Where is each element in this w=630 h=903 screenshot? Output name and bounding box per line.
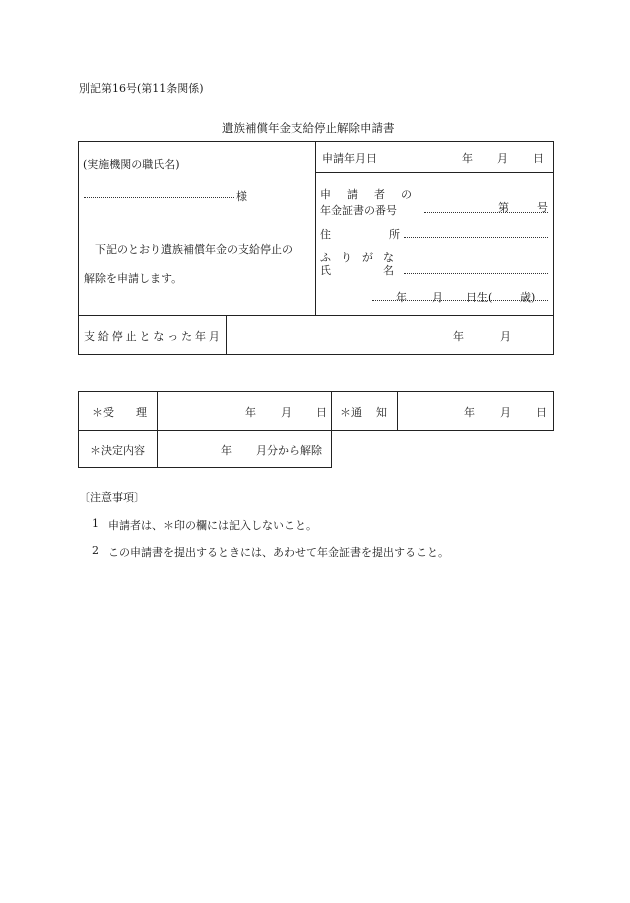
certificate-number-field[interactable] bbox=[424, 212, 548, 213]
decision-label: ＊決定内容 bbox=[90, 444, 145, 457]
suspension-row-divider bbox=[78, 315, 554, 316]
applicant-char: 申 bbox=[320, 188, 331, 201]
address-char: 所 bbox=[389, 228, 400, 241]
furigana-char: な bbox=[383, 251, 394, 264]
notice-month-unit: 月 bbox=[500, 406, 511, 419]
form-reference: 別記第16号(第11条関係) bbox=[79, 82, 204, 95]
request-text-line2: 解除を申請します。 bbox=[84, 272, 183, 285]
office-label-divider bbox=[157, 391, 158, 468]
birth-day-unit: 日生( bbox=[466, 291, 493, 304]
name-label bbox=[320, 262, 394, 278]
suspension-char: と bbox=[139, 330, 151, 343]
applicant-char: の bbox=[401, 188, 412, 201]
furigana-char: が bbox=[362, 251, 373, 264]
certificate-gou: 号 bbox=[537, 201, 548, 214]
suspension-char: 支 bbox=[84, 330, 95, 343]
suspension-label bbox=[84, 328, 220, 344]
suspension-char: 止 bbox=[125, 330, 137, 343]
note-number: 2 bbox=[92, 544, 99, 557]
note-number: 1 bbox=[92, 517, 99, 530]
suspension-char: 年 bbox=[195, 330, 206, 343]
suspension-char: た bbox=[181, 330, 193, 343]
suspension-char: 給 bbox=[97, 330, 109, 343]
applicant-char: 者 bbox=[374, 188, 385, 201]
application-date-label: 申請年月日 bbox=[322, 152, 377, 165]
suspension-year-unit: 年 bbox=[453, 330, 464, 343]
receipt-label bbox=[92, 404, 147, 420]
name-field[interactable] bbox=[404, 273, 548, 274]
notice-day-unit: 日 bbox=[536, 406, 547, 419]
suspension-month-unit: 月 bbox=[500, 330, 511, 343]
date-row-divider bbox=[315, 172, 554, 173]
suspension-char: 月 bbox=[208, 330, 220, 343]
name-char: 氏 bbox=[320, 264, 331, 277]
notice-char: ＊通 bbox=[340, 406, 362, 419]
notes-heading: 〔注意事項〕 bbox=[79, 491, 145, 504]
address-field[interactable] bbox=[404, 237, 548, 238]
date-month-unit: 月 bbox=[497, 152, 508, 165]
office-notice-divider bbox=[397, 391, 398, 431]
date-day-unit: 日 bbox=[533, 152, 544, 165]
agency-name-field[interactable] bbox=[84, 197, 234, 198]
receipt-year-unit: 年 bbox=[245, 406, 256, 419]
notice-label bbox=[340, 404, 387, 420]
receipt-char: 理 bbox=[136, 406, 147, 419]
main-column-divider bbox=[315, 141, 316, 315]
decision-year-unit: 年 bbox=[221, 444, 232, 457]
date-year-unit: 年 bbox=[462, 152, 473, 165]
receipt-char: ＊受 bbox=[92, 406, 114, 419]
office-mid-divider bbox=[331, 391, 332, 431]
note-text: この申請書を提出するときには、あわせて年金証書を提出すること。 bbox=[108, 546, 449, 559]
honorific-sama: 様 bbox=[236, 190, 247, 203]
decision-month-suffix: 月分から解除 bbox=[256, 444, 322, 457]
notice-char: 知 bbox=[376, 406, 387, 419]
receipt-day-unit: 日 bbox=[316, 406, 327, 419]
certificate-dai: 第 bbox=[498, 201, 509, 214]
furigana-char: り bbox=[341, 251, 352, 264]
agency-label: (実施機関の職氏名) bbox=[83, 158, 180, 171]
note-text: 申請者は、＊印の欄には記入しないこと。 bbox=[108, 519, 317, 532]
suspension-char: な bbox=[153, 330, 165, 343]
receipt-month-unit: 月 bbox=[281, 406, 292, 419]
certificate-number-label: 年金証書の番号 bbox=[320, 204, 397, 217]
age-unit: 歳) bbox=[520, 291, 536, 304]
applicant-char: 請 bbox=[347, 188, 358, 201]
notice-year-unit: 年 bbox=[464, 406, 475, 419]
suspension-char: 停 bbox=[111, 330, 123, 343]
suspension-label-divider bbox=[226, 315, 227, 355]
applicant-label-row1 bbox=[320, 186, 412, 202]
furigana-char: ふ bbox=[320, 251, 331, 264]
request-text-line1: 下記のとおり遺族補償年金の支給停止の bbox=[95, 243, 293, 256]
birth-year-unit: 年 bbox=[396, 291, 407, 304]
form-title: 遺族補償年金支給停止解除申請書 bbox=[222, 121, 395, 135]
address-label bbox=[320, 226, 400, 242]
suspension-char: っ bbox=[167, 330, 179, 343]
address-char: 住 bbox=[320, 228, 331, 241]
birth-month-unit: 月 bbox=[432, 291, 443, 304]
name-char: 名 bbox=[383, 264, 394, 277]
